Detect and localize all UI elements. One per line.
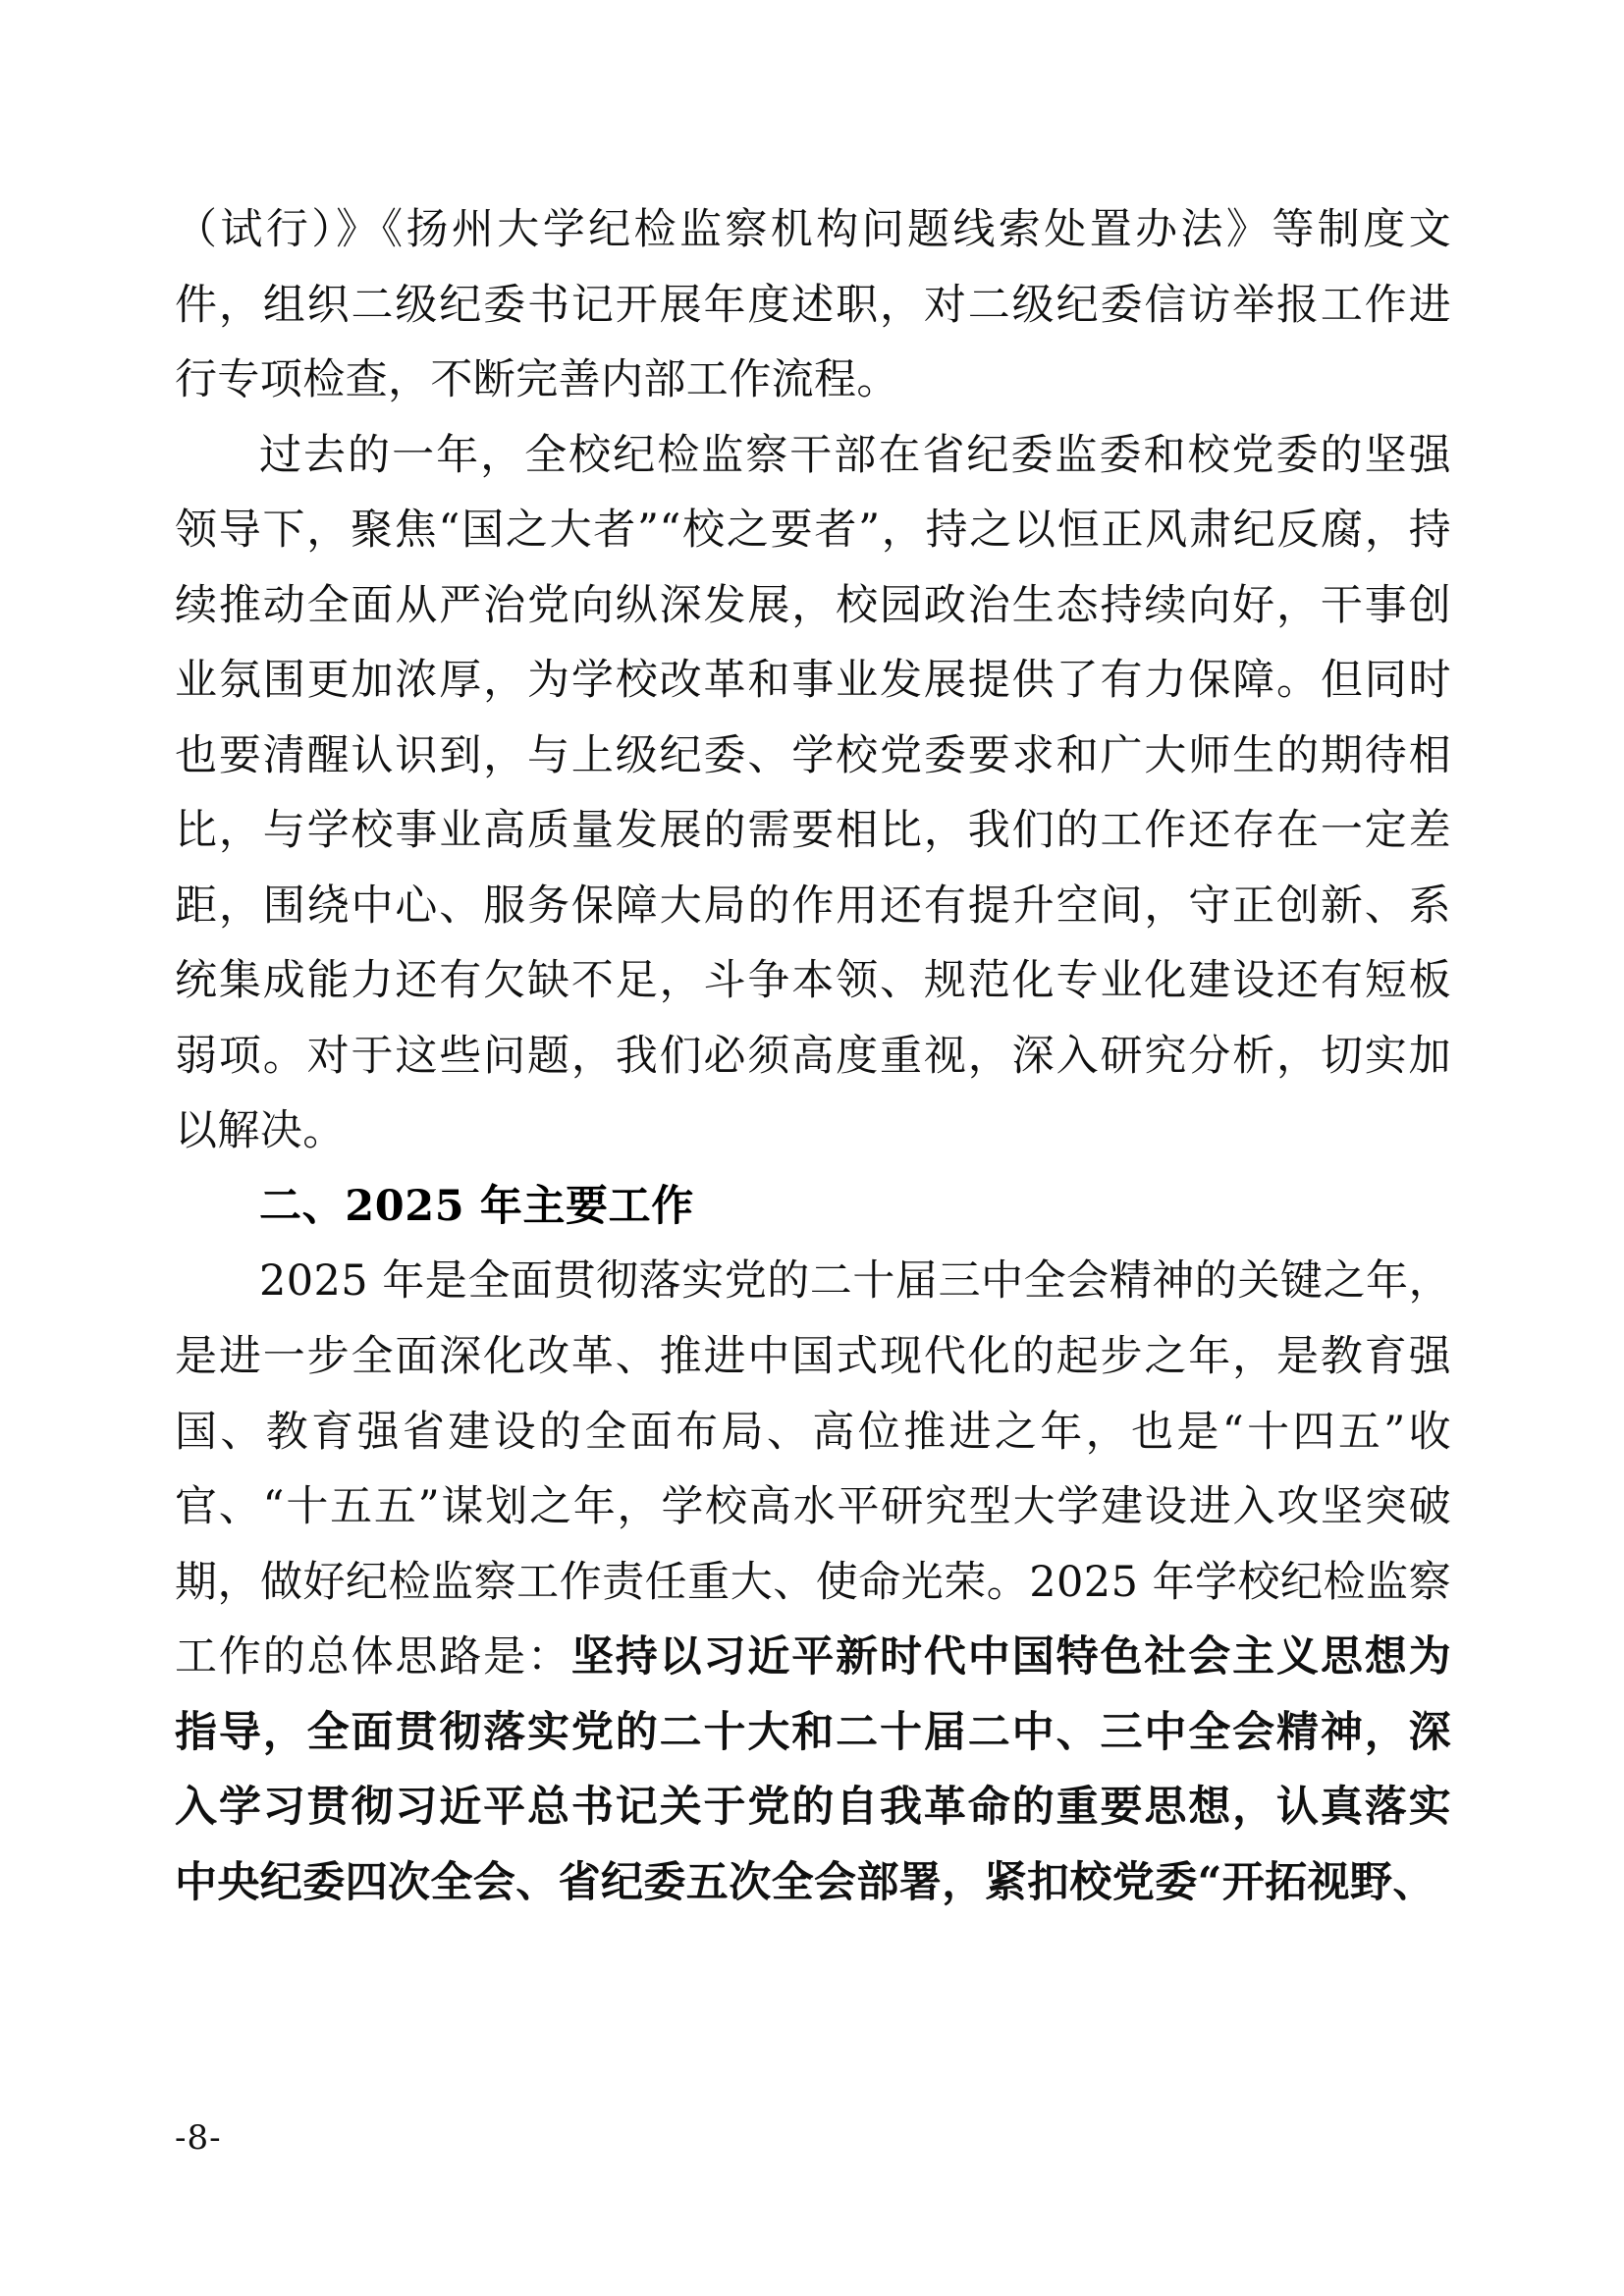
paragraph-review-summary: 过去的一年，全校纪检监察干部在省纪委监委和校党委的坚强领导下，聚焦“国之大者”“校之要者”，持之以恒正风肃纪反腐，持续推动全面从严治党向纵深发展，校园政治生态持续向好，干事创业氛围更加浓厚，为学校改革和事业发展提供了有力保障。但同时也要清醒认识到，与上级纪委、学校党委要求和广大师生的期待相比，与学校事业高质量发展的需要相比，我们的工作还存在一定差距，围绕中心、服务保障大局的作用还有提升空间，守正创新、系统集成能力还有欠缺不足，斗争本领、规范化专业化建设还有短板弱项。对于这些问题，我们必须高度重视，深入研究分析，切实加以解决。	[175, 430, 1451, 1156]
paragraph-2025-overview	[175, 1244, 1451, 1920]
paragraph-2025-overview-bold: 坚持以习近平新时代中国特色社会主义思想为指导，全面贯彻落实党的二十大和二十届二中、三中全会精神，深入学习贯彻习近平总书记关于党的自我革命的重要思想，认真落实中央纪委四次全会、省纪委五次全会部署，紧扣校党委“开拓视野、	[175, 1632, 1451, 1907]
section-heading-2025-main-work: 二、2025 年主要工作	[259, 1181, 694, 1231]
paragraph-continued: （试行）》《扬州大学纪检监察机构问题线索处置办法》等制度文件，组织二级纪委书记开展年度述职，对二级纪委信访举报工作进行专项检查，不断完善内部工作流程。	[175, 205, 1451, 405]
paragraph-2025-overview-normal: 2025 年是全面贯彻落实党的二十届三中全会精神的关键之年，是进一步全面深化改革、推进中国式现代化的起步之年，是教育强国、教育强省建设的全面布局、高位推进之年，也是“十四五”收官、“十五五”谋划之年，学校高水平研究型大学建设进入攻坚突破期，做好纪检监察工作责任重大、使命光荣。2025 年学校纪检监察工作的总体思路是：	[175, 1256, 1451, 1682]
page-number: -8-	[175, 2118, 222, 2158]
page-content	[175, 192, 1451, 1920]
